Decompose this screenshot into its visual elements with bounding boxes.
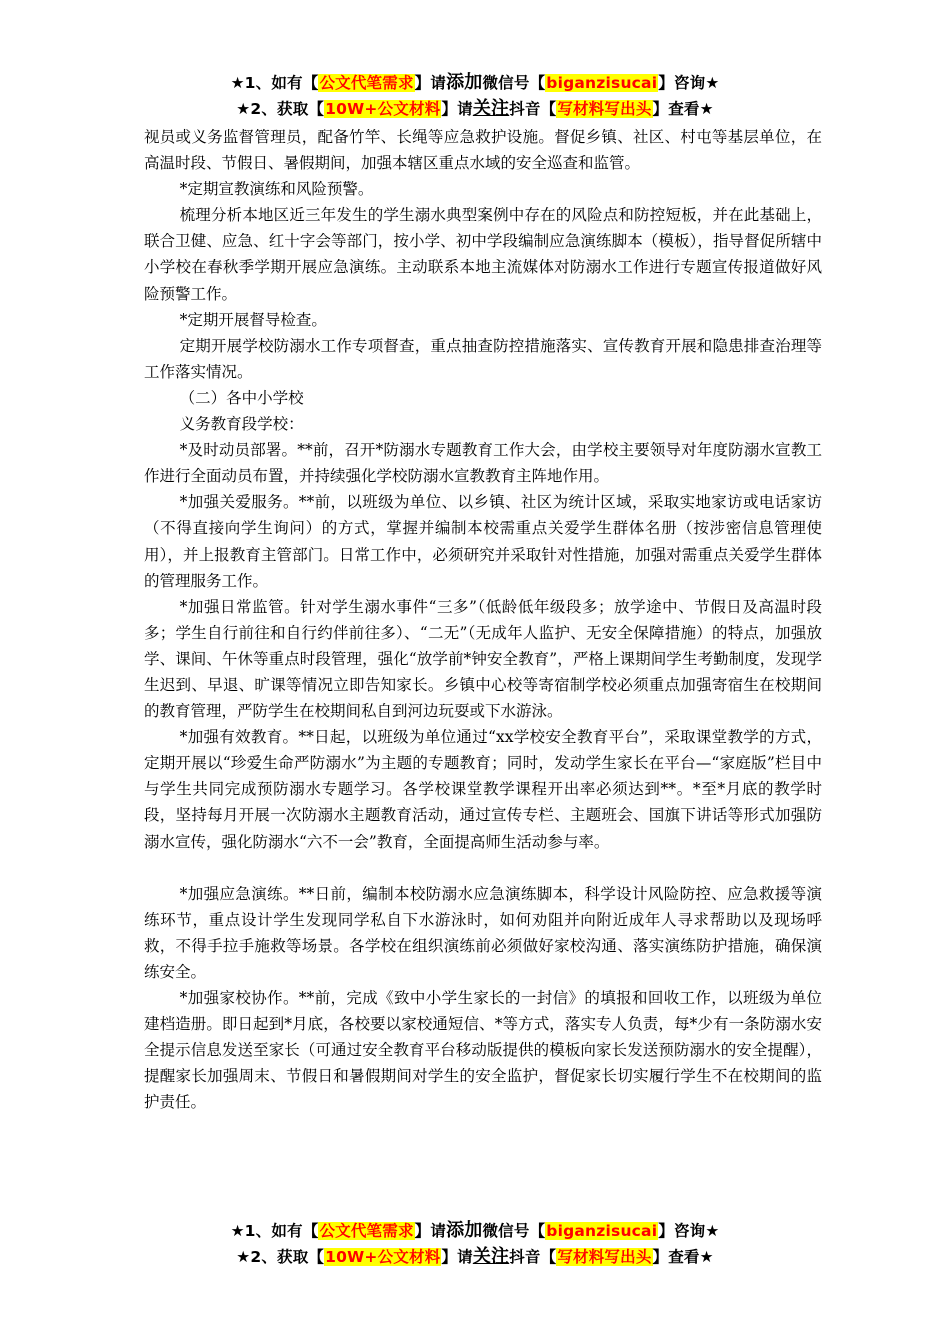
footer-banner-line-2 xyxy=(0,1244,950,1270)
section-heading: *定期开展督导检查。 xyxy=(179,310,327,329)
paragraph: *加强有效教育。**日起，以班级为单位通过“xx学校安全教育平台”，采取课堂教学的方式，定期开展以“珍爱生命严防溺水”为主题的专题教育；同时，发动学生家长在平台—“家庭版”栏目中与学生共同完成预防溺水专题学习。各学校课堂教学课程开出率必须达到**。*至*月底的教学时段，坚持每月开展一次防溺水主题教育活动，通过宣传专栏、主题班会、国旗下讲话等形式加强防溺水宣传，强化防溺水“六不一会”教育，全面提高师生活动参与率。 xyxy=(144,728,822,851)
banner-text: ★2、获取【 xyxy=(236,1248,325,1266)
banner-emphasis: 关注 xyxy=(472,1246,510,1267)
banner-text: ★2、获取【 xyxy=(236,100,325,118)
banner-highlight: 公文代笔需求 xyxy=(319,1222,414,1240)
banner-text: 】请 xyxy=(441,100,473,118)
banner-text: 抖音【 xyxy=(509,1248,557,1266)
banner-text: 】请 xyxy=(414,74,447,92)
banner-wechat-id: biganzisucai xyxy=(546,74,658,92)
header-banner-line-1 xyxy=(0,70,950,96)
banner-text: 微信号【 xyxy=(482,1222,546,1240)
paragraph: 定期开展学校防溺水工作专项督查，重点抽查防控措施落实、宣传教育开展和隐患排查治理等工作落实情况。 xyxy=(144,336,822,381)
banner-text: 微信号【 xyxy=(482,74,546,92)
paragraph: *加强关爱服务。**前，以班级为单位、以乡镇、社区为统计区域，采取实地家访或电话家访（不得直接向学生询问）的方式，掌握并编制本校需重点关爱学生群体名册（按涉密信息管理使用），并上报教育主管部门。日常工作中，必须研究并采取针对性措施，加强对需重点关爱学生群体的管理服务工作。 xyxy=(144,493,822,590)
banner-text: 】请 xyxy=(441,1248,473,1266)
header-banner xyxy=(0,70,950,122)
banner-text: 】查看★ xyxy=(652,100,714,118)
banner-text: 】咨询★ xyxy=(658,74,720,92)
section-heading: *定期宣教演练和风险预警。 xyxy=(179,180,374,199)
banner-douyin-id: 写材料写出头 xyxy=(557,100,652,118)
paragraph: 梳理分析本地区近三年发生的学生溺水典型案例中存在的风险点和防控短板，并在此基础上，联合卫健、应急、红十字会等部门，按小学、初中学段编制应急演练脚本（模板），指导督促所辖中小学校在春秋季学期开展应急演练。主动联系本地主流媒体对防溺水工作进行专题宣传报道做好风险预警工作。 xyxy=(144,206,822,303)
banner-text: ★1、如有【 xyxy=(230,1222,319,1240)
footer-banner-line-1 xyxy=(0,1218,950,1244)
banner-text: 抖音【 xyxy=(509,100,557,118)
section-heading: （二）各中小学校 xyxy=(179,388,304,407)
banner-highlight: 公文代笔需求 xyxy=(319,74,414,92)
banner-emphasis: 关注 xyxy=(472,98,510,119)
banner-emphasis: 添加 xyxy=(446,1220,483,1241)
banner-text: 】请 xyxy=(414,1222,447,1240)
banner-douyin-id: 写材料写出头 xyxy=(557,1248,652,1266)
banner-highlight: 10W+公文材料 xyxy=(325,100,441,118)
blank-line xyxy=(144,855,822,881)
banner-text: 】咨询★ xyxy=(658,1222,720,1240)
header-banner-line-2 xyxy=(0,96,950,122)
paragraph: *加强应急演练。**日前，编制本校防溺水应急演练脚本，科学设计风险防控、应急救援等演练环节，重点设计学生发现同学私自下水游泳时，如何劝阻并向附近成年人寻求帮助以及现场呼救，不得手拉手施救等场景。各学校在组织演练前必须做好家校沟通、落实演练防护措施，确保演练安全。 xyxy=(144,884,822,981)
banner-text: 】查看★ xyxy=(652,1248,714,1266)
paragraph: *及时动员部署。**前，召开*防溺水专题教育工作大会，由学校主要领导对年度防溺水宣教工作进行全面动员布置，并持续强化学校防溺水宣教教育主阵地作用。 xyxy=(144,441,822,486)
banner-text: ★1、如有【 xyxy=(230,74,319,92)
banner-wechat-id: biganzisucai xyxy=(546,1222,658,1240)
banner-emphasis: 添加 xyxy=(446,72,483,93)
subsection-heading: 义务教育段学校： xyxy=(179,415,304,434)
paragraph: *加强家校协作。**前，完成《致中小学生家长的一封信》的填报和回收工作，以班级为单位建档造册。即日起到*月底，各校要以家校通短信、*等方式，落实专人负责，每*少有一条防溺水安全提示信息发送至家长（可通过安全教育平台移动版提供的模板向家长发送预防溺水的安全提醒），提醒家长加强周末、节假日和暑假期间对学生的安全监护，督促家长切实履行学生不在校期间的监护责任。 xyxy=(144,989,822,1112)
paragraph: 视员或义务监督管理员，配备竹竿、长绳等应急救护设施。督促乡镇、社区、村屯等基层单位，在高温时段、节假日、暑假期间，加强本辖区重点水域的安全巡查和监管。 xyxy=(144,128,822,173)
paragraph: *加强日常监管。针对学生溺水事件“三多”（低龄低年级段多；放学途中、节假日及高温时段多；学生自行前往和自行约伴前往多）、“二无”（无成年人监护、无安全保障措施）的特点，加强放学、课间、午休等重点时段管理，强化“放学前*钟安全教育”，严格上课期间学生考勤制度，发现学生迟到、早退、旷课等情况立即告知家长。乡镇中心校等寄宿制学校必须重点加强寄宿生在校期间的教育管理，严防学生在校期间私自到河边玩耍或下水游泳。 xyxy=(144,597,822,721)
footer-banner xyxy=(0,1218,950,1270)
document-body xyxy=(144,124,822,1115)
banner-highlight: 10W+公文材料 xyxy=(325,1248,441,1266)
